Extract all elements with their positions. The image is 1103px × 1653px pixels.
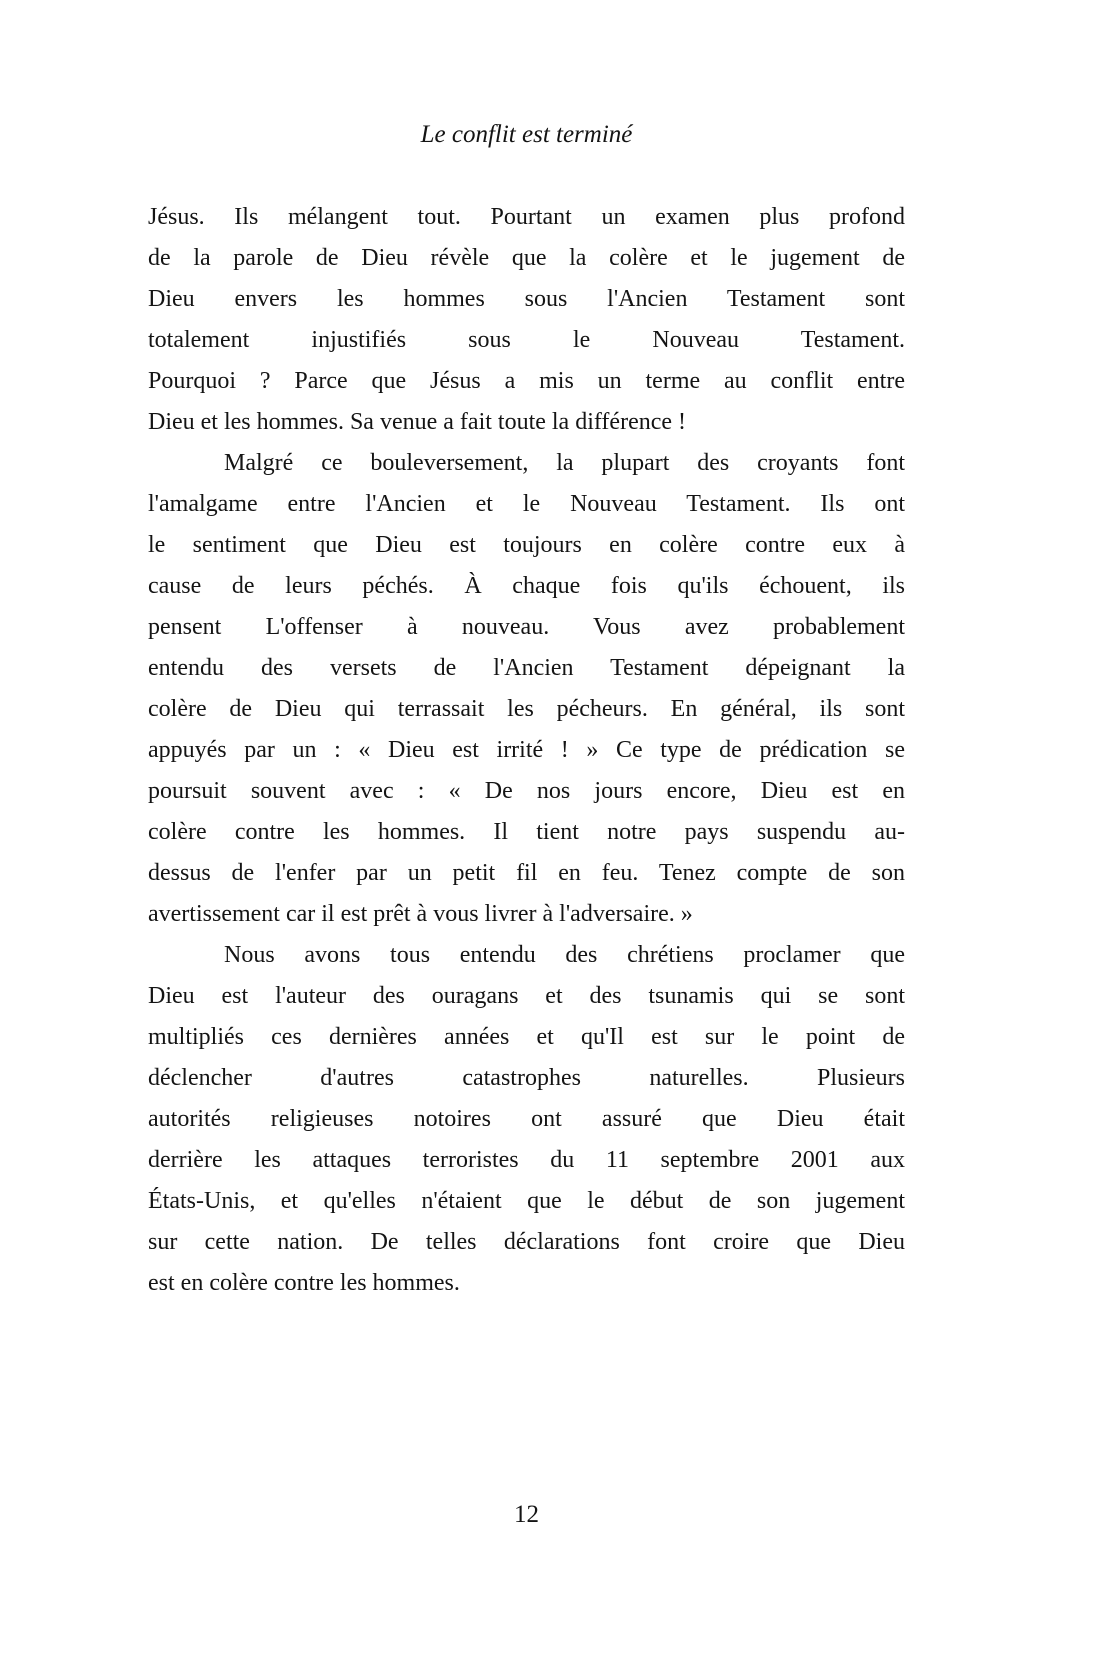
text-line: appuyés par un : « Dieu est irrité ! » Ce type de prédication se bbox=[148, 737, 905, 763]
text-line: Dieu est l'auteur des ouragans et des tsunamis qui se sont bbox=[148, 983, 905, 1009]
text-line: de la parole de Dieu révèle que la colère et le jugement de bbox=[148, 245, 905, 271]
text-line: le sentiment que Dieu est toujours en colère contre eux à bbox=[148, 532, 905, 558]
text-line: sur cette nation. De telles déclarations font croire que Dieu bbox=[148, 1229, 905, 1255]
body-text bbox=[148, 197, 905, 1304]
text-line: États-Unis, et qu'elles n'étaient que le début de son jugement bbox=[148, 1188, 905, 1214]
text-line: multipliés ces dernières années et qu'Il est sur le point de bbox=[148, 1024, 905, 1050]
text-line: totalement injustifiés sous le Nouveau Testament. bbox=[148, 327, 905, 353]
text-line: autorités religieuses notoires ont assuré que Dieu était bbox=[148, 1106, 905, 1132]
text-line: derrière les attaques terroristes du 11 septembre 2001 aux bbox=[148, 1147, 905, 1173]
running-header: Le conflit est terminé bbox=[420, 121, 633, 148]
text-line: avertissement car il est prêt à vous livrer à l'adversaire. » bbox=[148, 901, 693, 927]
text-line: entendu des versets de l'Ancien Testament dépeignant la bbox=[148, 655, 905, 681]
text-line: l'amalgame entre l'Ancien et le Nouveau Testament. Ils ont bbox=[148, 491, 905, 517]
text-line: Dieu envers les hommes sous l'Ancien Testament sont bbox=[148, 286, 905, 312]
text-line: déclencher d'autres catastrophes naturelles. Plusieurs bbox=[148, 1065, 905, 1091]
text-line: Jésus. Ils mélangent tout. Pourtant un examen plus profond bbox=[148, 204, 905, 230]
text-line: colère contre les hommes. Il tient notre pays suspendu au- bbox=[148, 819, 905, 845]
text-line: Nous avons tous entendu des chrétiens proclamer que bbox=[224, 942, 905, 968]
text-line: poursuit souvent avec : « De nos jours encore, Dieu est en bbox=[148, 778, 905, 804]
text-line: est en colère contre les hommes. bbox=[148, 1270, 460, 1296]
text-line: colère de Dieu qui terrassait les pécheurs. En général, ils sont bbox=[148, 696, 905, 722]
text-line: Pourquoi ? Parce que Jésus a mis un terme au conflit entre bbox=[148, 368, 905, 394]
text-line: dessus de l'enfer par un petit fil en feu. Tenez compte de son bbox=[148, 860, 905, 886]
text-line: cause de leurs péchés. À chaque fois qu'ils échouent, ils bbox=[148, 573, 905, 599]
text-line: Dieu et les hommes. Sa venue a fait toute la différence ! bbox=[148, 409, 687, 435]
text-line: Malgré ce bouleversement, la plupart des croyants font bbox=[224, 450, 905, 476]
text-line: pensent L'offenser à nouveau. Vous avez probablement bbox=[148, 614, 905, 640]
page-number: 12 bbox=[514, 1501, 539, 1528]
